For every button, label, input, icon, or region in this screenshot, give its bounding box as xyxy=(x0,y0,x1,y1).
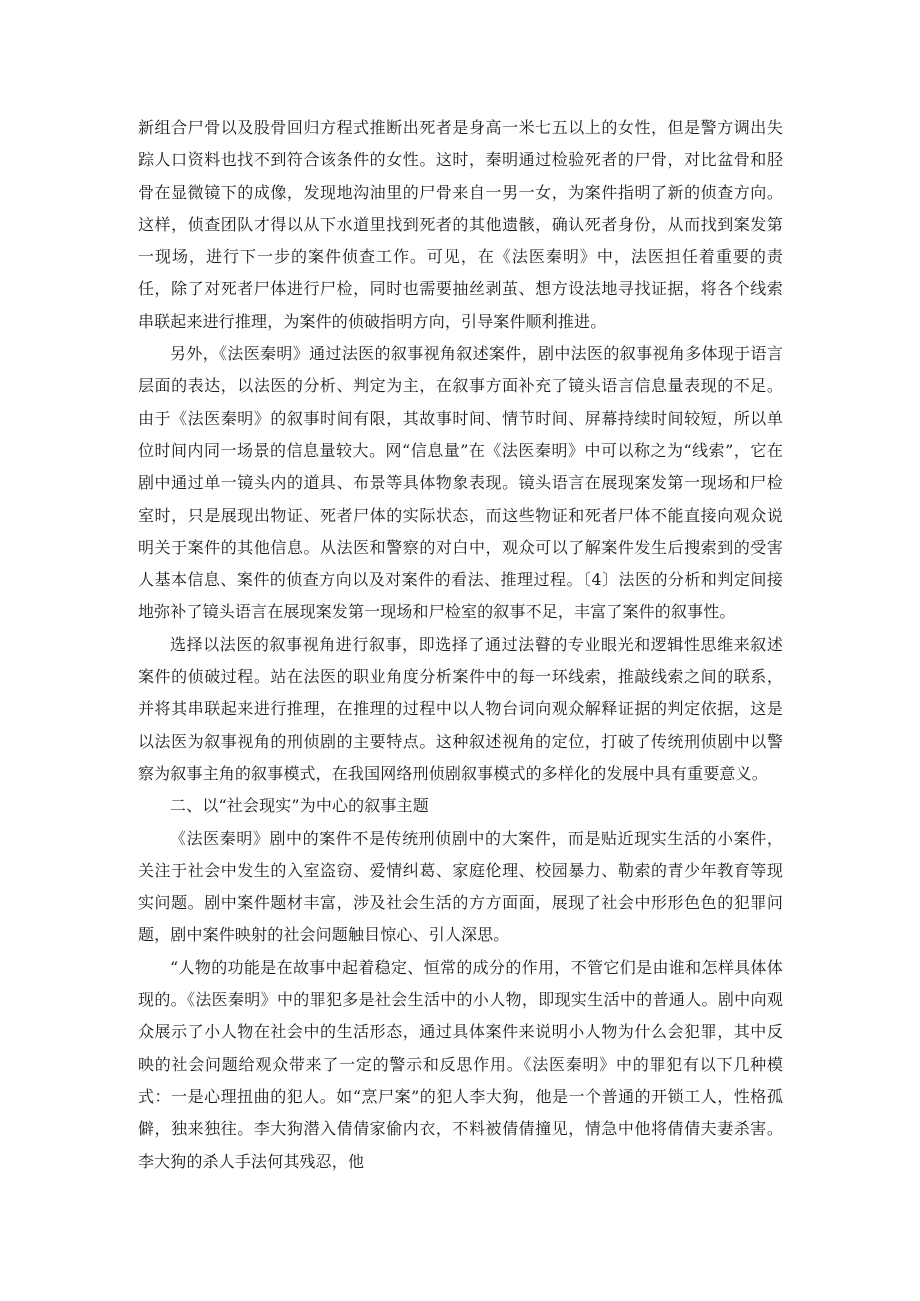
paragraph-cases: 《法医秦明》剧中的案件不是传统刑侦剧中的大案件，而是贴近现实生活的小案件，关注于社会中发生的入室盗窃、爱情纠葛、家庭伦理、校园暴力、勒索的青少年教育等现实问题。剧中案件题材丰富，涉及社会生活的方方面面，展现了社会中形形色色的犯罪问题，剧中案件映射的社会问题触目惊心、引人深思。 xyxy=(138,828,783,945)
paragraph-continued: 新组合尸骨以及股骨回归方程式推断出死者是身高一米七五以上的女性，但是警方调出失踪人口资料也找不到符合该条件的女性。这时，秦明通过检验死者的尸骨，对比盆骨和胫骨在显微镜下的成像，发现地沟油里的尸骨来自一男一女，为案件指明了新的侦查方向。这样，侦查团队才得以从下水道里找到死者的其他遗骸，确认死者身份，从而找到案发第一现场，进行下一步的案件侦查工作。可见，在《法医秦明》中，法医担任着重要的责任，除了对死者尸体进行尸检，同时也需要抽丝剥茧、想方设法地寻找证据，将各个线索串联起来进行推理，为案件的侦破指明方向，引导案件顺利推进。 xyxy=(138,118,783,331)
document-page xyxy=(138,112,783,1178)
section-heading: 二、以“社会现实”为中心的叙事主题 xyxy=(170,796,429,816)
paragraph-narrative-perspective: 另外，《法医秦明》通过法医的叙事视角叙述案件，剧中法医的叙事视角多体现于语言层面的表达，以法医的分析、判定为主，在叙事方面补充了镜头语言信息量表现的不足。由于《法医秦明》的叙事时间有限，其故事时间、情节时间、屏幕持续时间较短，所以单位时间内同一场景的信息量较大。网“信息量”在《法医秦明》中可以称之为“线索”，它在剧中通过单一镜头内的道具、布景等具体物象表现。镜头语言在展现案发第一现场和尸检室时，只是展现出物证、死者尸体的实际状态，而这些物证和死者尸体不能直接向观众说明关于案件的其他信息。从法医和警察的对白中，观众可以了解案件发生后搜索到的受害人基本信息、案件的侦查方向以及对案件的看法、推理过程。〔4〕法医的分析和判定间接地弥补了镜头语言在展现案发第一现场和尸检室的叙事不足，丰富了案件的叙事性。 xyxy=(138,344,783,622)
paragraph-perspective-choice: 选择以法医的叙事视角进行叙事，即选择了通过法瞽的专业眼光和逻辑性思维来叙述案件的侦破过程。站在法医的职业角度分析案件中的每一环线索，推敲线索之间的联系，并将其串联起来进行推理，在推理的过程中以人物台词向观众解释证据的判定依据，这是以法医为叙事视角的刑侦剧的主要特点。这种叙述视角的定位，打破了传统刑侦剧中以警察为叙事主角的叙事模式，在我国网络刑侦剧叙事模式的多样化的发展中具有重要意义。 xyxy=(138,634,783,783)
paragraph-characters: “人物的功能是在故事中起着稳定、恒常的成分的作用，不管它们是由谁和怎样具体体现的。《法医秦明》中的罪犯多是社会生活中的小人物，即现实生活中的普通人。剧中向观众展示了小人物在社会中的生活形态，通过具体案件来说明小人物为什么会犯罪，其中反映的社会问题给观众带来了一定的警示和反思作用。《法医秦明》中的罪犯有以下几种模式：一是心理扭曲的犯人。如“烹尸案”的犯人李大狗，他是一个普通的开锁工人，性格孤僻，独来独往。李大狗潜入倩倩家偷内衣，不料被倩倩撞见，情急中他将倩倩夫妻杀害。李大狗的杀人手法何其残忍，他 xyxy=(138,957,783,1171)
